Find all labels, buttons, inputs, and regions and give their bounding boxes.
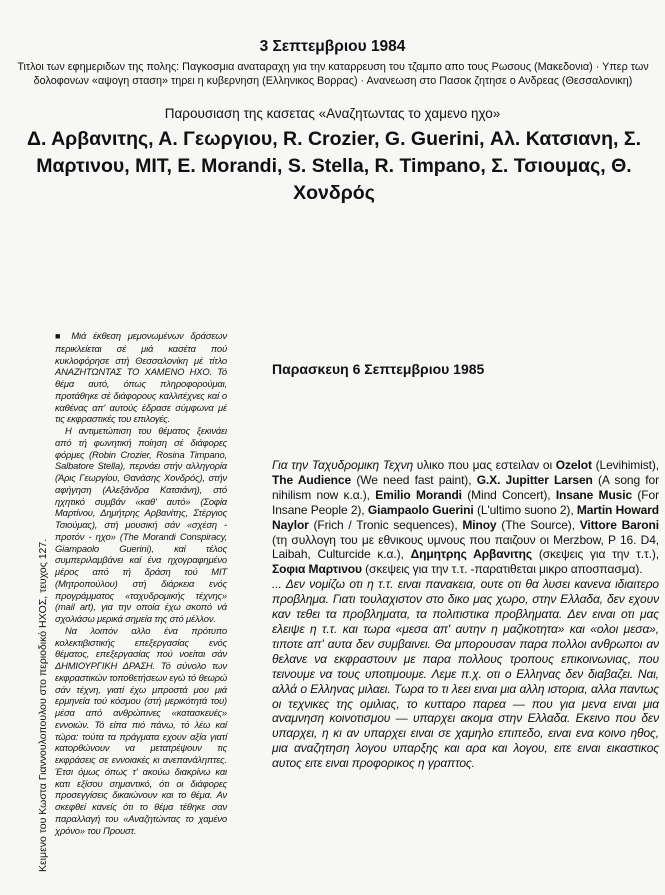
contributor-name: Vittore Baroni xyxy=(579,517,659,532)
mail-art-intro xyxy=(272,458,659,577)
bullet-square-icon: ■ xyxy=(55,331,65,341)
review-paragraph: Η αντιμετώπιση του θέματος ξεκινάει από τή φωνητική ποίηση σέ διάφορες φόρμες (Robin Crozier, Rosina Timpano, Salbatore Stella), περνάει στήν αλληγορία (Άρις Γεωργίου, Θανάσης Χονδρός), στήν αφήγηση (Αλεξάνδρα Κατσιάνη), στό ηχητικό συμβάν «καθ' αυτό» (Σοφία Μαρτίνου, Δημήτρης Αρβανίτης, Στέργιος Τσιούμας), στή μουσική σάν «σχέση - προτόν - ηχο» (The Morandi Conspiracy, Giampaolo Guerini), καί τέλος συμπεριλαμβάνει καί ένα ηχογραφημένο μέρος από τή δράση τού ΜΙΤ (Μητροπούλου) στή διάρκεια ενός προγράμματος «ταχυδρομικής τέχνης» (mail art), για την οποία έχω σκοπό νά σχολιάσω μερικά σημεία της στό μέλλον. xyxy=(55,425,227,624)
intro-text: (L'ultimo suono 2), xyxy=(473,502,577,517)
section-date: Παρασκευη 6 Σεπτεμβριου 1985 xyxy=(272,361,485,377)
quote-excerpt: ... Δεν νομίζω οτι η τ.τ. ειναι πανακεια, ουτε οτι θα λυσει κανενα ιδιαιτερο προβλημα. Γιατι τουλαχιστον στο δικο μας χωρο, στην Ελλαδα, δεν εχουν καν τεθει τα προβληματα, τα πολιτιστικα προβληματα. Δεν ειναι οτι μας ελειψε η τ.τ. και τωρα «μεσα απ' αυτην η μαζικοτητα» και «ολοι μεσα», τιποτε απ' αυτα δεν συμβαινει. Θα μπορουσαν παρα πολλοι ανθρωποι αν θελανε να εκφραστουν με παρα πολλους τροπους επικοινωνιας, που τεινουμε να τους υποτιμουμε. Λεμε π.χ. οτι ο Ελληνας δεν διαβαζει. Ναι, αλλά ο Ελληνας μιλαει. Τωρα το τι λεει ειναι μια αλλη ιστορια, αλλα παντως οι τεχνικες της ομιλιας, το κυτταρο παρεα — που για μενα ειναι μια αναμνηση κοινοτισμου — υπαρχει ακομα στην Ελλαδα. Εκεινο που δεν υπαρχει, η κι αν υπαρχει ειναι σε χαμηλο επιπεδο, ειναι ενα κοινο ηθος, μια αναζητηση λογου υπαρξης και αρα και λογου, ειτε ειναι εικαστικος αυτος ειτε ειναι προφορικος η γραπτος. xyxy=(272,577,659,771)
review-text: Μιά έκθεση μεμονωμένων δράσεων περικλείεται σέ μιά κασέτα πού κυκλοφόρησε στή Θεσσαλονίκη μέ τίτλο ΑΝΑΖΗΤΩΝΤΑΣ ΤΟ ΧΑΜΕΝΟ ΗΧΟ. Τό θέμα αυτό, όπως πληροφορούμαι, προτάθηκε σέ διάφορους καλλιτέχνες καί ο καθένας απ' αυτούς έδρασε σύμφωνα μέ τις εκφραστικές του επιλογές. xyxy=(55,330,227,425)
intro-text: (Frich / Tronic sequences), xyxy=(308,517,463,532)
contributor-name: Ozelot xyxy=(555,458,592,472)
intro-text: (τη συλλογη του με εθνικους υμνους που παιζουν οι Merzbow, P 16. D4, Laibah, Culturcide κ.α.), xyxy=(272,532,659,562)
review-paragraph xyxy=(55,330,227,425)
intro-text: (σκεψεις για την τ.τ.), xyxy=(531,547,659,562)
header-date: 3 Σεπτεμβριου 1984 xyxy=(259,38,406,55)
contributor-name: Emilio Morandi xyxy=(375,487,462,502)
review-paragraph: Να λοιπόν αλλο ένα πρότυπο κολεκτιβιστικής επεξεργασίας ενός θέματος, επεξεργασίας πού νοείται σάν ΔΗΜΙΟΥΡΓΙΚΗ ΔΡΑΣΗ. Τό σύνολο των εκφραστικών τοποθετήσεων εγώ τό θεωρώ σάν τέχνη, γιατί έχω μπροστά μου μιά ερμηνεία τού κόσμου (στή μερικότητά του) μέσα από ανθρώπινες «κατασκευές» εννοιών. Τό είπα πιό πάνω, τό λέω καί τώρα: τούτα τα πράγματα εχουν αξία γιατί κατορθώνουν να μετατρέψουν τις εκφράσεις σε εννοιακές κι ανεπανάληπτες. Έτσι όμως όπως τ' ακούω διακρίνω και κατι εξίσου σημαντικό, ότι οι διάφορες προσεγγίσεις δικαιώνουν και το θέμα. Αν σκεφθεί κανείς ότι το θέμα τέθηκε σαν παραλλαγή του «Αναζητώντας το χαμένο χρόνο» του Προυστ. xyxy=(55,624,227,836)
contributor-name: Insane Music xyxy=(555,487,633,502)
participants-list: Δ. Αρβανιτης, Α. Γεωργιου, R. Crozier, G. Guerini, Αλ. Κατσιανη, Σ. Μαρτινου, MIT, E. Morandi, S. Stella, R. Timpano, Σ. Τσιουμας, Θ. Χονδρός xyxy=(26,128,642,204)
contributor-name: Martin Howard Naylor xyxy=(272,502,660,532)
newspaper-headlines: Τιτλοι των εφημεριδων της πολης: Παγκοσμια αναταραχη για την καταρρευση του τζαμπο απο τους Ρωσους (Μακεδονια) · Υπερ των δολοφονων «αψογη σταση» τηρει η κυβερνηση (Ελληνικος Βορρας) · Ανανεωση στο Πασοκ ζητησε ο Ανδρεας (Θεσσαλονικη) xyxy=(17,61,649,87)
intro-text: υλικο που μας εστειλαν οι xyxy=(413,458,556,472)
contributor-name: The Audience xyxy=(272,472,352,487)
contributor-name: Δημητρης Αρβανιτης xyxy=(410,547,532,562)
contributor-name: Giampaolo Guerini xyxy=(367,502,474,517)
intro-text: (The Source), xyxy=(496,517,580,532)
intro-text: (Mind Concert), xyxy=(461,487,556,502)
intro-text: (Levihimist), xyxy=(591,458,659,472)
intro-text: Για την Ταχυδρομικη Τεχνη xyxy=(272,458,414,472)
mail-art-column xyxy=(272,458,659,771)
contributor-name: Σοφια Μαρτινου xyxy=(272,562,362,577)
vertical-source-caption: Κειμενο του Κωστα Γιαννουλοπουλου στο περιοδικό ΗΧΟΣ, τευχος 127. xyxy=(37,538,49,872)
contributor-name: G.X. Jupitter Larsen xyxy=(476,472,593,487)
magazine-review-column xyxy=(55,330,227,836)
intro-text: (We need fast paint), xyxy=(351,472,477,487)
intro-text: (For Insane People 2), xyxy=(272,487,659,517)
intro-text: (σκεψεις για την τ.τ. -παρατιθεται μικρο αποσπασμα). xyxy=(361,562,643,577)
contributor-name: Minoy xyxy=(462,517,497,532)
cassette-presentation-title: Παρουσιαση της κασετας «Αναζητωντας το χαμενο ηχο» xyxy=(164,106,501,121)
intro-text: (A song for nihilism now κ.α.), xyxy=(272,472,660,502)
